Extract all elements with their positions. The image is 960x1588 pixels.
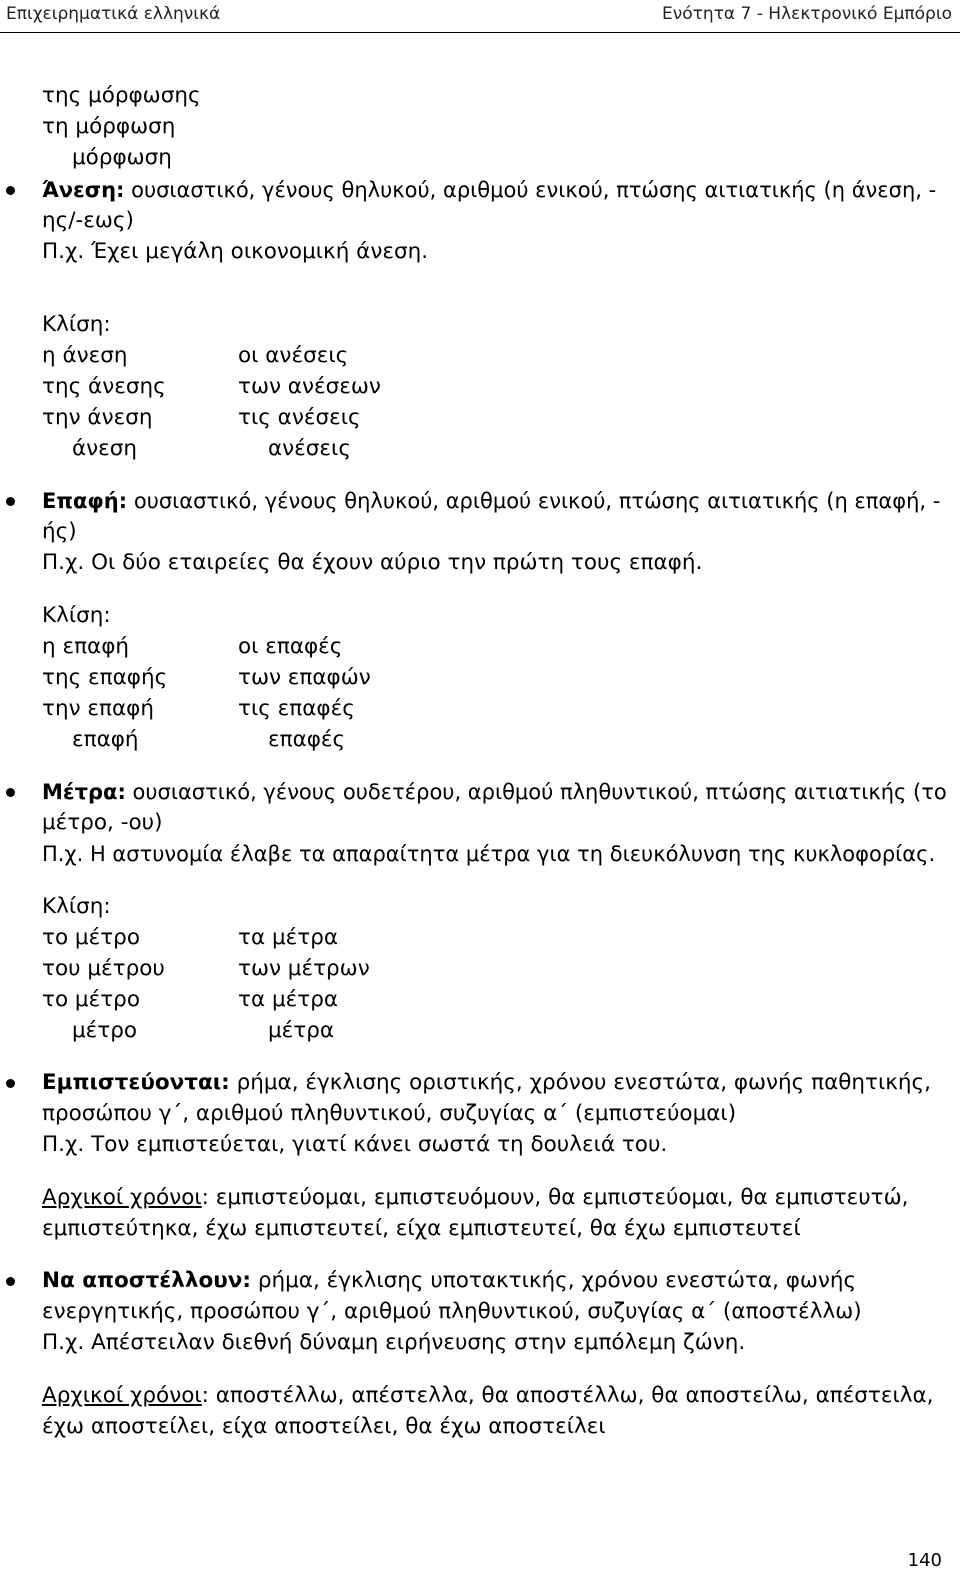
klisi-label: Κλίση: [42, 894, 111, 919]
singular-form: η επαφή [42, 634, 130, 659]
declension-line: τη μόρφωση [42, 114, 176, 139]
header-left: Επιχειρηματικά ελληνικά [6, 4, 221, 24]
plural-form: μέτρα [268, 1018, 335, 1043]
bullet-icon [6, 186, 15, 195]
plural-form: οι ανέσεις [238, 343, 349, 368]
entry-example: Π.χ. Έχει μεγάλη οικονομική άνεση. [42, 239, 429, 264]
entry-term: Επαφή: [42, 489, 128, 513]
singular-form: της επαφής [42, 665, 168, 690]
bullet-icon [6, 788, 15, 797]
entry-description: ουσιαστικό, γένους θηλυκού, αριθμού ενικού, πτώσης αιτιατικής (η άνεση, - [124, 178, 937, 202]
entry-description-cont: ενεργητικής, προσώπου γ΄, αριθμού πληθυντικού, συζυγίας α΄ (αποστέλλω) [42, 1299, 862, 1324]
tenses-forms-cont: εμπιστεύτηκα, έχω εμπιστευτεί, είχα εμπιστευτεί, θα έχω εμπιστευτεί [42, 1216, 801, 1241]
entry-example: Π.χ. Οι δύο εταιρείες θα έχουν αύριο την πρώτη τους επαφή. [42, 550, 703, 575]
header-right: Ενότητα 7 - Ηλεκτρονικό Εμπόριο [662, 4, 952, 24]
entry-line [42, 1266, 856, 1296]
entry-description-cont: ης/-εως) [42, 208, 134, 233]
plural-form: επαφές [268, 727, 346, 752]
entry-description: ουσιαστικό, γένους θηλυκού, αριθμού ενικού, πτώσης αιτιατικής (η επαφή, - [127, 489, 941, 513]
tenses-label: Αρχικοί χρόνοι [42, 1185, 202, 1210]
tenses-line [42, 1381, 934, 1411]
plural-form: τα μέτρα [238, 925, 339, 950]
singular-form: την επαφή [42, 696, 154, 721]
entry-line [42, 486, 940, 516]
plural-form: των ανέσεων [238, 374, 381, 399]
tenses-line [42, 1183, 908, 1213]
plural-form: ανέσεις [268, 436, 351, 461]
entry-line [42, 777, 947, 807]
tenses-forms-cont: έχω αποστείλει, είχα αποστείλει, θα έχω αποστείλει [42, 1414, 606, 1439]
entry-description-cont: προσώπου γ΄, αριθμού πληθυντικού, συζυγίας α΄ (εμπιστεύομαι) [42, 1101, 737, 1126]
klisi-label: Κλίση: [42, 312, 111, 337]
page-number: 140 [907, 1550, 942, 1571]
singular-form: η άνεση [42, 343, 128, 368]
entry-line [42, 1068, 931, 1098]
entry-line [42, 175, 936, 205]
entry-example: Π.χ. Η αστυνομία έλαβε τα απαραίτητα μέτρα για τη διευκόλυνση της κυκλοφορίας. [42, 842, 936, 866]
declension-line: της μόρφωσης [42, 83, 201, 108]
entry-term: Να αποστέλλουν: [42, 1268, 251, 1293]
entry-description: ρήμα, έγκλισης υποτακτικής, χρόνου ενεστώτα, φωνής [250, 1268, 857, 1293]
plural-form: τα μέτρα [238, 987, 339, 1012]
declension-line: μόρφωση [72, 145, 172, 170]
entry-description: ουσιαστικό, γένους ουδετέρου, αριθμού πληθυντικού, πτώσης αιτιατικής (το [125, 780, 947, 804]
entry-term: Εμπιστεύονται: [42, 1070, 230, 1095]
entry-term: Άνεση: [42, 178, 125, 202]
plural-form: των μέτρων [238, 956, 370, 981]
entry-description-cont: ής) [42, 519, 77, 544]
plural-form: των επαφών [238, 665, 371, 690]
entry-description: ρήμα, έγκλισης οριστικής, χρόνου ενεστώτα, φωνής παθητικής, [229, 1070, 932, 1095]
entry-term: Μέτρα: [42, 780, 126, 804]
entry-example: Π.χ. Απέστειλαν διεθνή δύναμη ειρήνευσης στην εμπόλεμη ζώνη. [42, 1330, 746, 1355]
plural-form: οι επαφές [238, 634, 343, 659]
header-rule [0, 32, 960, 33]
singular-form: άνεση [72, 436, 138, 461]
singular-form: μέτρο [72, 1018, 138, 1043]
bullet-icon [6, 1277, 15, 1286]
entry-example: Π.χ. Τον εμπιστεύεται, γιατί κάνει σωστά τη δουλειά του. [42, 1132, 668, 1157]
singular-form: το μέτρο [42, 925, 140, 950]
singular-form: το μέτρο [42, 987, 140, 1012]
entry-description-cont: μέτρο, -ου) [42, 810, 163, 835]
bullet-icon [6, 497, 15, 506]
singular-form: της άνεσης [42, 374, 166, 399]
singular-form: την άνεση [42, 405, 153, 430]
tenses-label: Αρχικοί χρόνοι [42, 1383, 202, 1408]
plural-form: τις επαφές [238, 696, 355, 721]
tenses-forms: : εμπιστεύομαι, εμπιστευόμουν, θα εμπιστεύομαι, θα εμπιστευτώ, [201, 1185, 909, 1210]
klisi-label: Κλίση: [42, 603, 111, 628]
singular-form: επαφή [72, 727, 139, 752]
plural-form: τις ανέσεις [238, 405, 361, 430]
singular-form: του μέτρου [42, 956, 165, 981]
tenses-forms: : αποστέλλω, απέστελλα, θα αποστέλλω, θα αποστείλω, απέστειλα, [201, 1383, 934, 1408]
bullet-icon [6, 1079, 15, 1088]
